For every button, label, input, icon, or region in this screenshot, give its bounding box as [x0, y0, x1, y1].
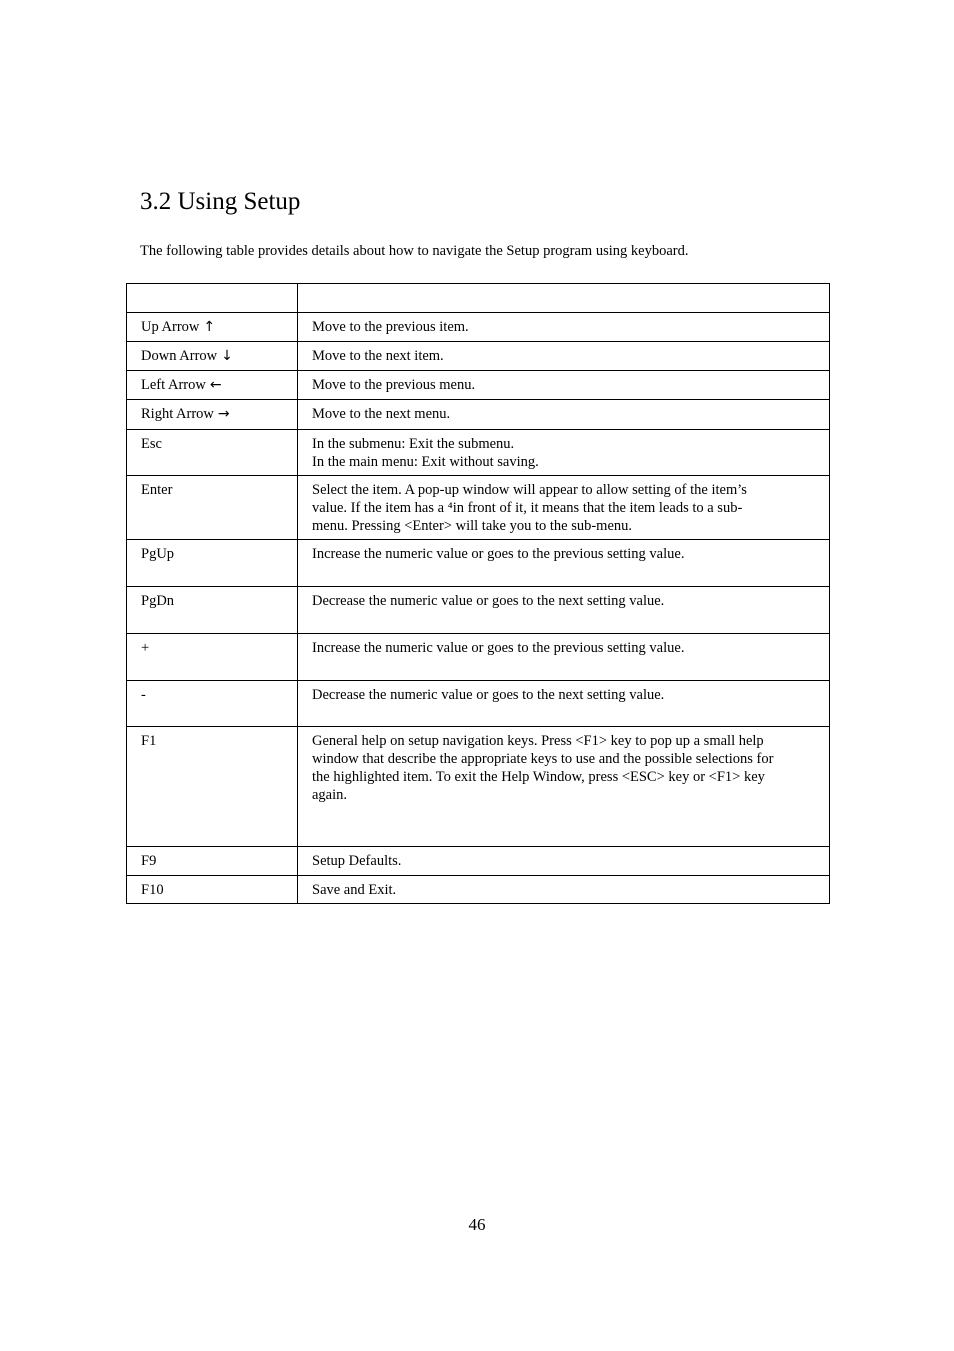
- table-row: [127, 847, 830, 876]
- table-row: [127, 876, 830, 904]
- key-cell: [127, 587, 298, 634]
- table-header-row: [127, 284, 830, 313]
- header-cell-description: [298, 284, 830, 313]
- key-label: Down Arrow: [141, 348, 218, 364]
- key-label: -: [141, 687, 146, 703]
- description-cell: [298, 540, 830, 587]
- description-line: Decrease the numeric value or goes to the next setting value.: [312, 593, 665, 609]
- table-row: [127, 400, 830, 430]
- key-label: F1: [141, 733, 157, 749]
- description-cell: [298, 634, 830, 681]
- description-line: menu. Pressing <Enter> will take you to the sub-menu.: [312, 518, 632, 534]
- description-line: Increase the numeric value or goes to the previous setting value.: [312, 640, 685, 656]
- down-arrow-icon: ↓: [221, 348, 233, 364]
- description-line: Move to the next item.: [312, 348, 444, 364]
- table-row: [127, 313, 830, 342]
- description-line: Save and Exit.: [312, 882, 397, 898]
- table-row: [127, 587, 830, 634]
- description-cell: [298, 876, 830, 904]
- description-line: Select the item. A pop-up window will appear to allow setting of the item’s: [312, 482, 747, 498]
- description-line: value. If the item has a ⁴in front of it, it means that the item leads to a sub-: [312, 500, 743, 516]
- description-line: the highlighted item. To exit the Help Window, press <ESC> key or <F1> key: [312, 769, 765, 785]
- key-cell: [127, 540, 298, 587]
- key-label: Right Arrow: [141, 406, 214, 422]
- key-cell: [127, 313, 298, 342]
- header-cell-key: [127, 284, 298, 313]
- up-arrow-icon: ↑: [203, 319, 216, 335]
- key-label: Enter: [141, 482, 173, 498]
- description-line: In the submenu: Exit the submenu.: [312, 436, 515, 452]
- key-cell: [127, 400, 298, 430]
- table-row: [127, 681, 830, 727]
- key-label: F10: [141, 882, 164, 898]
- description-line: again.: [312, 787, 348, 803]
- description-line: Setup Defaults.: [312, 853, 402, 869]
- table-row: [127, 342, 830, 371]
- table-row: [127, 540, 830, 587]
- description-cell: [298, 727, 830, 847]
- key-cell: [127, 847, 298, 876]
- key-label: Left Arrow: [141, 377, 206, 393]
- key-cell: [127, 371, 298, 400]
- description-line: Move to the next menu.: [312, 406, 451, 422]
- description-cell: [298, 342, 830, 371]
- description-line: window that describe the appropriate keys to use and the possible selections for: [312, 751, 774, 767]
- key-label: Esc: [141, 436, 162, 452]
- description-line: Increase the numeric value or goes to the previous setting value.: [312, 546, 685, 562]
- description-cell: [298, 681, 830, 727]
- table-row: [127, 371, 830, 400]
- key-label: Up Arrow: [141, 319, 200, 335]
- description-cell: [298, 847, 830, 876]
- left-arrow-icon: ←: [209, 377, 222, 393]
- intro-paragraph: The following table provides details about how to navigate the Setup program using keyboard.: [140, 243, 689, 259]
- description-cell: [298, 587, 830, 634]
- description-cell: [298, 430, 830, 476]
- navigation-keys-table: [126, 283, 830, 904]
- description-line: In the main menu: Exit without saving.: [312, 454, 539, 470]
- description-line: Decrease the numeric value or goes to the next setting value.: [312, 687, 665, 703]
- key-label: PgDn: [141, 593, 175, 609]
- table-row: [127, 430, 830, 476]
- right-arrow-icon: →: [217, 406, 230, 422]
- page-number: 46: [468, 1215, 486, 1234]
- key-cell: [127, 727, 298, 847]
- table-row: [127, 476, 830, 540]
- key-label: +: [141, 640, 150, 656]
- key-cell: [127, 476, 298, 540]
- description-cell: [298, 371, 830, 400]
- description-cell: [298, 313, 830, 342]
- table-row: [127, 727, 830, 847]
- table-row: [127, 634, 830, 681]
- key-cell: [127, 430, 298, 476]
- description-line: General help on setup navigation keys. Press <F1> key to pop up a small help: [312, 733, 764, 749]
- section-heading: 3.2 Using Setup: [140, 188, 301, 215]
- key-label: PgUp: [141, 546, 175, 562]
- key-cell: [127, 634, 298, 681]
- key-cell: [127, 342, 298, 371]
- key-cell: [127, 876, 298, 904]
- description-cell: [298, 476, 830, 540]
- key-label: F9: [141, 853, 157, 869]
- description-line: Move to the previous item.: [312, 319, 469, 335]
- description-cell: [298, 400, 830, 430]
- key-cell: [127, 681, 298, 727]
- description-line: Move to the previous menu.: [312, 377, 476, 393]
